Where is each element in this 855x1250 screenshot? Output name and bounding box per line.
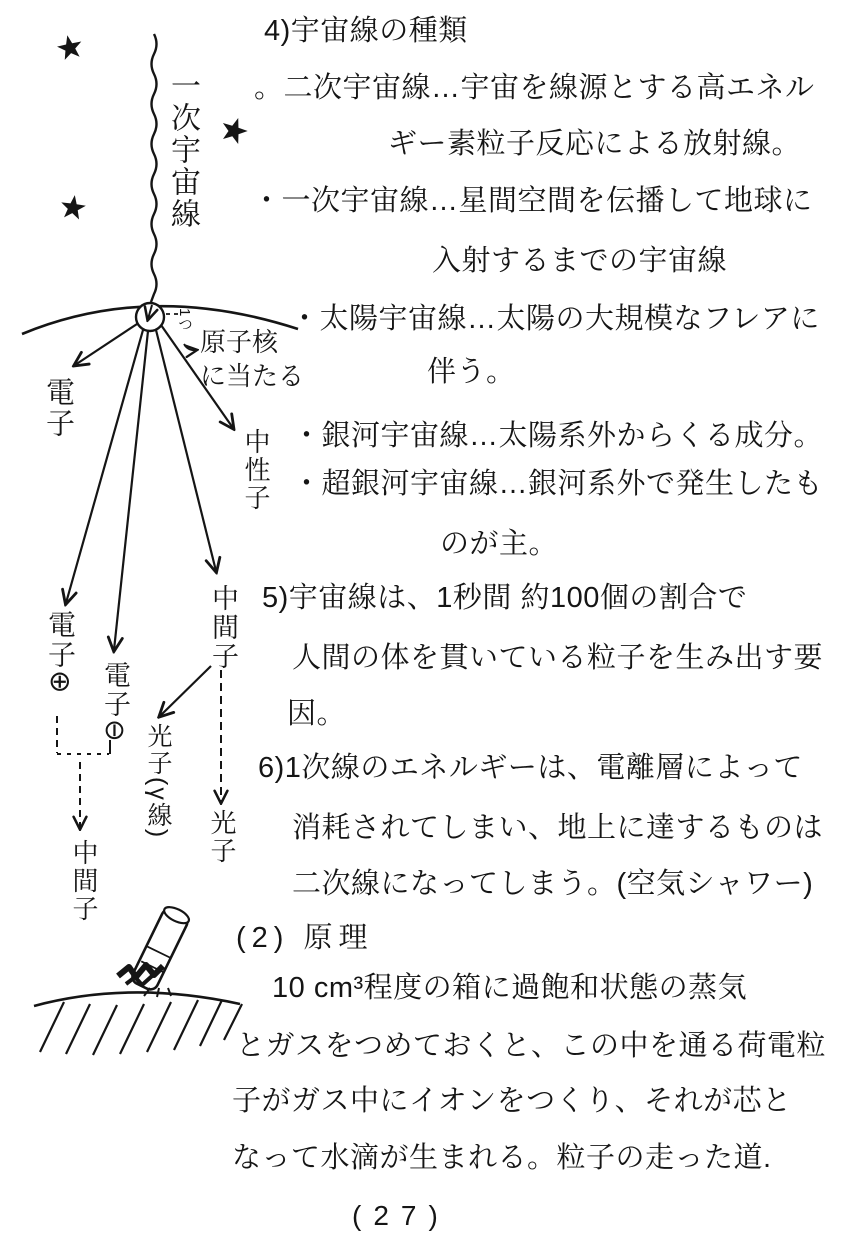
note-line-16: 二次線になってしまう。(空気シャワー)	[292, 868, 814, 900]
meson-upper-label: 中間子	[208, 584, 238, 671]
electron-label: 電子	[42, 377, 74, 439]
note-line-05: 入射するまでの宇宙線	[432, 245, 728, 277]
electron-plus-label: 電子⊕	[45, 610, 76, 696]
nucleus-note-line1: 原子核	[200, 327, 279, 357]
nucleus-note	[200, 326, 304, 394]
note-line-07: 伴う。	[427, 356, 516, 388]
note-line-04: ・一次宇宙線…星間空間を伝播して地球に	[252, 185, 813, 217]
nucleus-pointer-hook	[184, 344, 196, 350]
note-line-08: ・銀河宇宙線…太陽系外からくる成分。	[292, 420, 824, 452]
star-icon	[218, 114, 250, 146]
note-line-11: 5)宇宙線は、1秒間 約100個の割合で	[262, 582, 748, 614]
note-line-19: とガスをつめておくと、この中を通る荷電粒	[236, 1030, 827, 1062]
note-line-03: ギー素粒子反応による放射線。	[388, 128, 802, 160]
ground-line	[34, 992, 240, 1006]
hit-count-label: 1つ	[176, 308, 193, 332]
note-line-20: 子がガス中にイオンをつくり、それが芯と	[232, 1085, 792, 1117]
photon-gamma-label: 光子(γ線)	[144, 723, 172, 840]
note-line-01: 4)宇宙線の種類	[264, 15, 468, 47]
note-line-10: のが主。	[440, 528, 559, 560]
note-line-21: なって水滴が生まれる。粒子の走った道.	[232, 1142, 772, 1174]
primary-ray-wavy-line	[151, 34, 157, 302]
nucleus-circle	[136, 303, 164, 331]
primary-ray-label: 一次宇宙線	[166, 70, 199, 230]
photon-label: 光子	[207, 809, 237, 865]
ray-arrow-electron	[75, 324, 137, 365]
note-line-02: 。二次宇宙線…宇宙を線源とする高エネル	[254, 72, 815, 104]
note-line-06: ・太陽宇宙線…太陽の大規模なフレアに	[290, 303, 820, 335]
electron-minus-label: 電子⊖	[100, 661, 130, 744]
note-line-13: 因。	[287, 698, 347, 730]
note-line-15: 消耗されてしまい、地上に達するものは	[292, 812, 824, 844]
page-number: (27)	[352, 1200, 450, 1231]
cloud-chamber-tube	[118, 904, 191, 997]
note-line-09: ・超銀河宇宙線…銀河系外で発生したも	[292, 468, 824, 500]
ground-hatching	[40, 1000, 242, 1055]
nucleus-note-line2: に当たる	[200, 360, 305, 391]
ray-arrow-electron-plus	[66, 330, 143, 603]
neutron-label: 中性子	[241, 428, 271, 512]
star-icon	[55, 33, 84, 61]
note-line-18: 10 cm³程度の箱に過飽和状態の蒸気	[272, 972, 748, 1004]
star-icon	[59, 193, 87, 220]
ray-arrow-electron-minus	[114, 331, 148, 650]
note-line-14: 6)1次線のエネルギーは、電離層によって	[258, 752, 803, 784]
arrow-to-photon-gamma	[160, 666, 211, 716]
note-line-12: 人間の体を貫いている粒子を生み出す要	[292, 642, 824, 674]
note-line-17: (2) 原理	[236, 922, 374, 954]
meson-lower-label: 中間子	[69, 839, 99, 923]
